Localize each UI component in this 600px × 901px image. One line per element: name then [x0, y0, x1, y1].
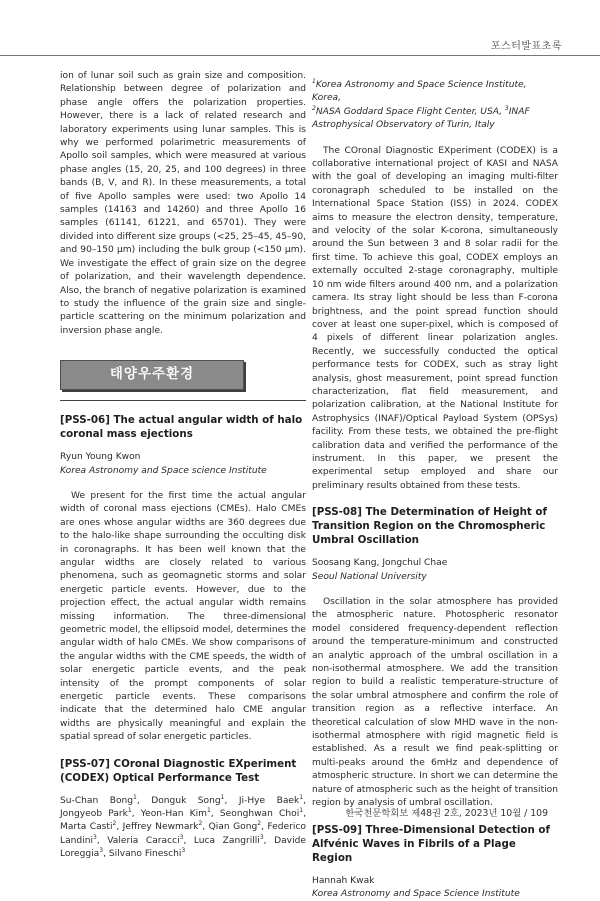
author-name: Su-Chan Bong [60, 795, 134, 806]
author-name: Silvano Fineschi [108, 849, 182, 860]
pss09-affiliation: Korea Astronomy and Space Science Institute [312, 888, 520, 899]
pss09-title: [PSS-09] Three-Dimensional Detection of Alfvénic Waves in Fibrils of a Plage Region [312, 823, 550, 864]
intro-paragraph: ion of lunar soil such as grain size and composition. Relationship between degree of polarization and phase angle offers the polarization properties. However, there is a lack of related research and laboratory experiments using lunar samples. This is why we performed polarimetric measurements of Apollo soil samples, which were measured at various phase angles (15, 20, 25, and 100 degrees) in three bands (B, V, and R). In these measurements, a total of five Apollo samples were used: two Apollo 14 samples (14163 and 14260) and three Apollo 16 samples (61141, 61221, and 65701). They were divided into different size groups (<25, 25–45, 45–90, and 90–150 μm) including the bulk group (<150 μm). We investigate the effect of grain size on the degree of polarization, and their wavelength dependence. Also, the branch of negative polarization is examined to study the influence of the grain size and single-particle scattering on the minimum polarization and inversion phase angle. [60, 71, 306, 336]
pss07-affiliations [312, 79, 558, 133]
affil-sup-3: 3 [504, 104, 509, 112]
pss07-author-list: Su-Chan Bong$^1$, Donguk Song$^1$, Ji-Hye Baek$^1$, Jongyeob Park$^1$, Yeon-Han Kim$^1$, Seonghwan Choi$^1$, Marta Casti$^2$, Jeffrey Newmark$^2$, Qian Gong$^2$, Federico Landini$^3$, Valeria Caracci$^3$, Luca Zangrilli$^3$, Davide Loreggia$^3$, Silvano Fineschi$^3$ [60, 793, 306, 860]
pss06-author: Ryun Young Kwon [60, 452, 141, 463]
pss06-affiliation: Korea Astronomy and Space science Institute [60, 465, 267, 476]
author-name: Luca Zangrilli [193, 835, 260, 846]
author-affiliation-sup: 2 [112, 820, 117, 828]
pss08-title: [PSS-08] The Determination of Height of Transition Region on the Chromospheric Umbral Oscillation [312, 506, 547, 547]
author-affiliation-sup: 3 [181, 847, 186, 855]
pss08-author: Soosang Kang, Jongchul Chae [312, 558, 448, 569]
author-affiliation-sup: 1 [299, 793, 304, 801]
author-name: Federico Landini [60, 822, 306, 846]
author-affiliation-sup: 1 [220, 793, 225, 801]
header-rule [0, 55, 600, 56]
section-title: 태양우주환경 [109, 366, 195, 383]
author-affiliation-sup: 1 [127, 807, 132, 815]
pss07-body: The COronal Diagnostic EXperiment (CODEX) is a collaborative international project of KASI and NASA with the goal of developing an imaging multi-filter coronagraph scheduled to be installed on the International Space Station (ISS) in 2024. CODEX aims to measure the electron density, temperature, and velocity of the solar K-corona, simultaneously around the Sun between 3 and 8 solar radii for the first time. To achieve this goal, CODEX employs an externally occulted 2-stage coronagraphy, multiple 10 nm wide filters around 400 nm, and a polarization camera. Its stray light should be less than F-corona brightness, and the point spread function should cover at least one super-pixel, which is composed of 4 pixels of different linear polarization angles. Recently, we successfully conducted the optical performance tests for CODEX, such as stray light analysis, ghost measurement, point spread function characterization, flat field measurement, and polarization calibration, at the National Institute for Astrophysics (INAF)/Optical Payload System (OPSys) facility. From these tests, we obtained the pre-flight calibration data and verified the performance of the instrument. In this paper, we present the experimental setup employed and share our preliminary results obtained from these tests. [312, 145, 558, 491]
author-name: Davide Loreggia [60, 835, 306, 860]
author-affiliation-sup: 1 [299, 807, 304, 815]
author-affiliation-sup: 1 [133, 793, 137, 801]
left-column [60, 70, 306, 862]
author-name: Qian Gong [208, 822, 258, 833]
author-name: Seonghwan Choi [219, 809, 300, 820]
affil-3: INAF Astrophysical Observatory of Turin, Italy [312, 106, 530, 131]
pss06-title: [PSS-06] The actual angular width of halo coronal mass ejections [60, 414, 303, 441]
author-affiliation-sup: 3 [93, 833, 97, 841]
page-header-label: 포스터발표초록 [490, 41, 562, 52]
affil-2: NASA Goddard Space Flight Center, USA, [315, 106, 505, 117]
author-affiliation-sup: 1 [207, 807, 211, 815]
author-affiliation-sup: 2 [198, 820, 203, 828]
author-affiliation-sup: 2 [257, 820, 262, 828]
right-column [312, 70, 558, 901]
author-affiliation-sup: 3 [99, 847, 104, 855]
author-name: Marta Casti [60, 822, 113, 833]
author-name: Jeffrey Newmark [122, 822, 199, 833]
author-name: Valeria Caracci [107, 835, 180, 846]
author-name: Jongyeob Park [60, 809, 128, 820]
affil-sup-1: 1 [312, 77, 316, 85]
pss09-author: Hannah Kwak [312, 875, 375, 886]
section-banner [60, 360, 244, 390]
pss08-body: Oscillation in the solar atmosphere has provided the atmospheric nature. Photospheric resonator model considered frequency-dependent reflection around the temperature-minimum and constructed an analytic approach of the umbral oscillation in a non-isothermal atmosphere. We add the transition region to build a realistic temperature-structure of the solar umbral atmosphere and confirm the role of transition region as a reflective interface. An theoretical calculation of slow MHD wave in the non-isothermal atmosphere with rigid magnetic field is established. As a result we find peak-splitting or multi-peaks around the 6mHz and dependence of atmospheric structure. In short we can determine the nature of atmospheric such as the height of transition region by analysis of umbral oscillation. [312, 597, 558, 809]
page-footer: 한국천문학회보 제48권 2호, 2023년 10월 / 109 [345, 808, 548, 819]
author-affiliation-sup: 3 [179, 833, 184, 841]
pss06-body: We present for the first time the actual angular width of coronal mass ejections (CMEs). Halo CMEs are ones whose angular widths are 360 degrees due to the halo-like shape surrounding the occulting disk in coronagraphs. It has been well known that the angular widths are closely related to various phenomena, such as geomagnetic storms and solar energetic particle events. However, due to the projection effect, the actual angular width remains missing information. The three-dimensional geometric model, the ellipsoid model, determines the angular width of halo CMEs. We show comparisons of the angular widths with the CME speeds, the width of solar energetic particle events, and the peak intensity of the prompt components of solar energetic particle events. These comparisons indicate that the determined halo CME angular widths are physically meaningful and explain the spatial spread of solar energetic particles. [60, 490, 306, 743]
affil-sup-2: 2 [312, 104, 316, 112]
pss07-title: [PSS-07] COronal Diagnostic EXperiment (CODEX) Optical Performance Test [60, 757, 297, 784]
author-name: Ji-Hye Baek [238, 795, 300, 806]
affil-1: Korea Astronomy and Space Science Institute, Korea, [312, 80, 527, 104]
author-affiliation-sup: 3 [259, 833, 264, 841]
author-name: Donguk Song [151, 795, 221, 806]
author-name: Yeon-Han Kim [140, 809, 208, 820]
pss08-affiliation: Seoul National University [312, 571, 427, 582]
